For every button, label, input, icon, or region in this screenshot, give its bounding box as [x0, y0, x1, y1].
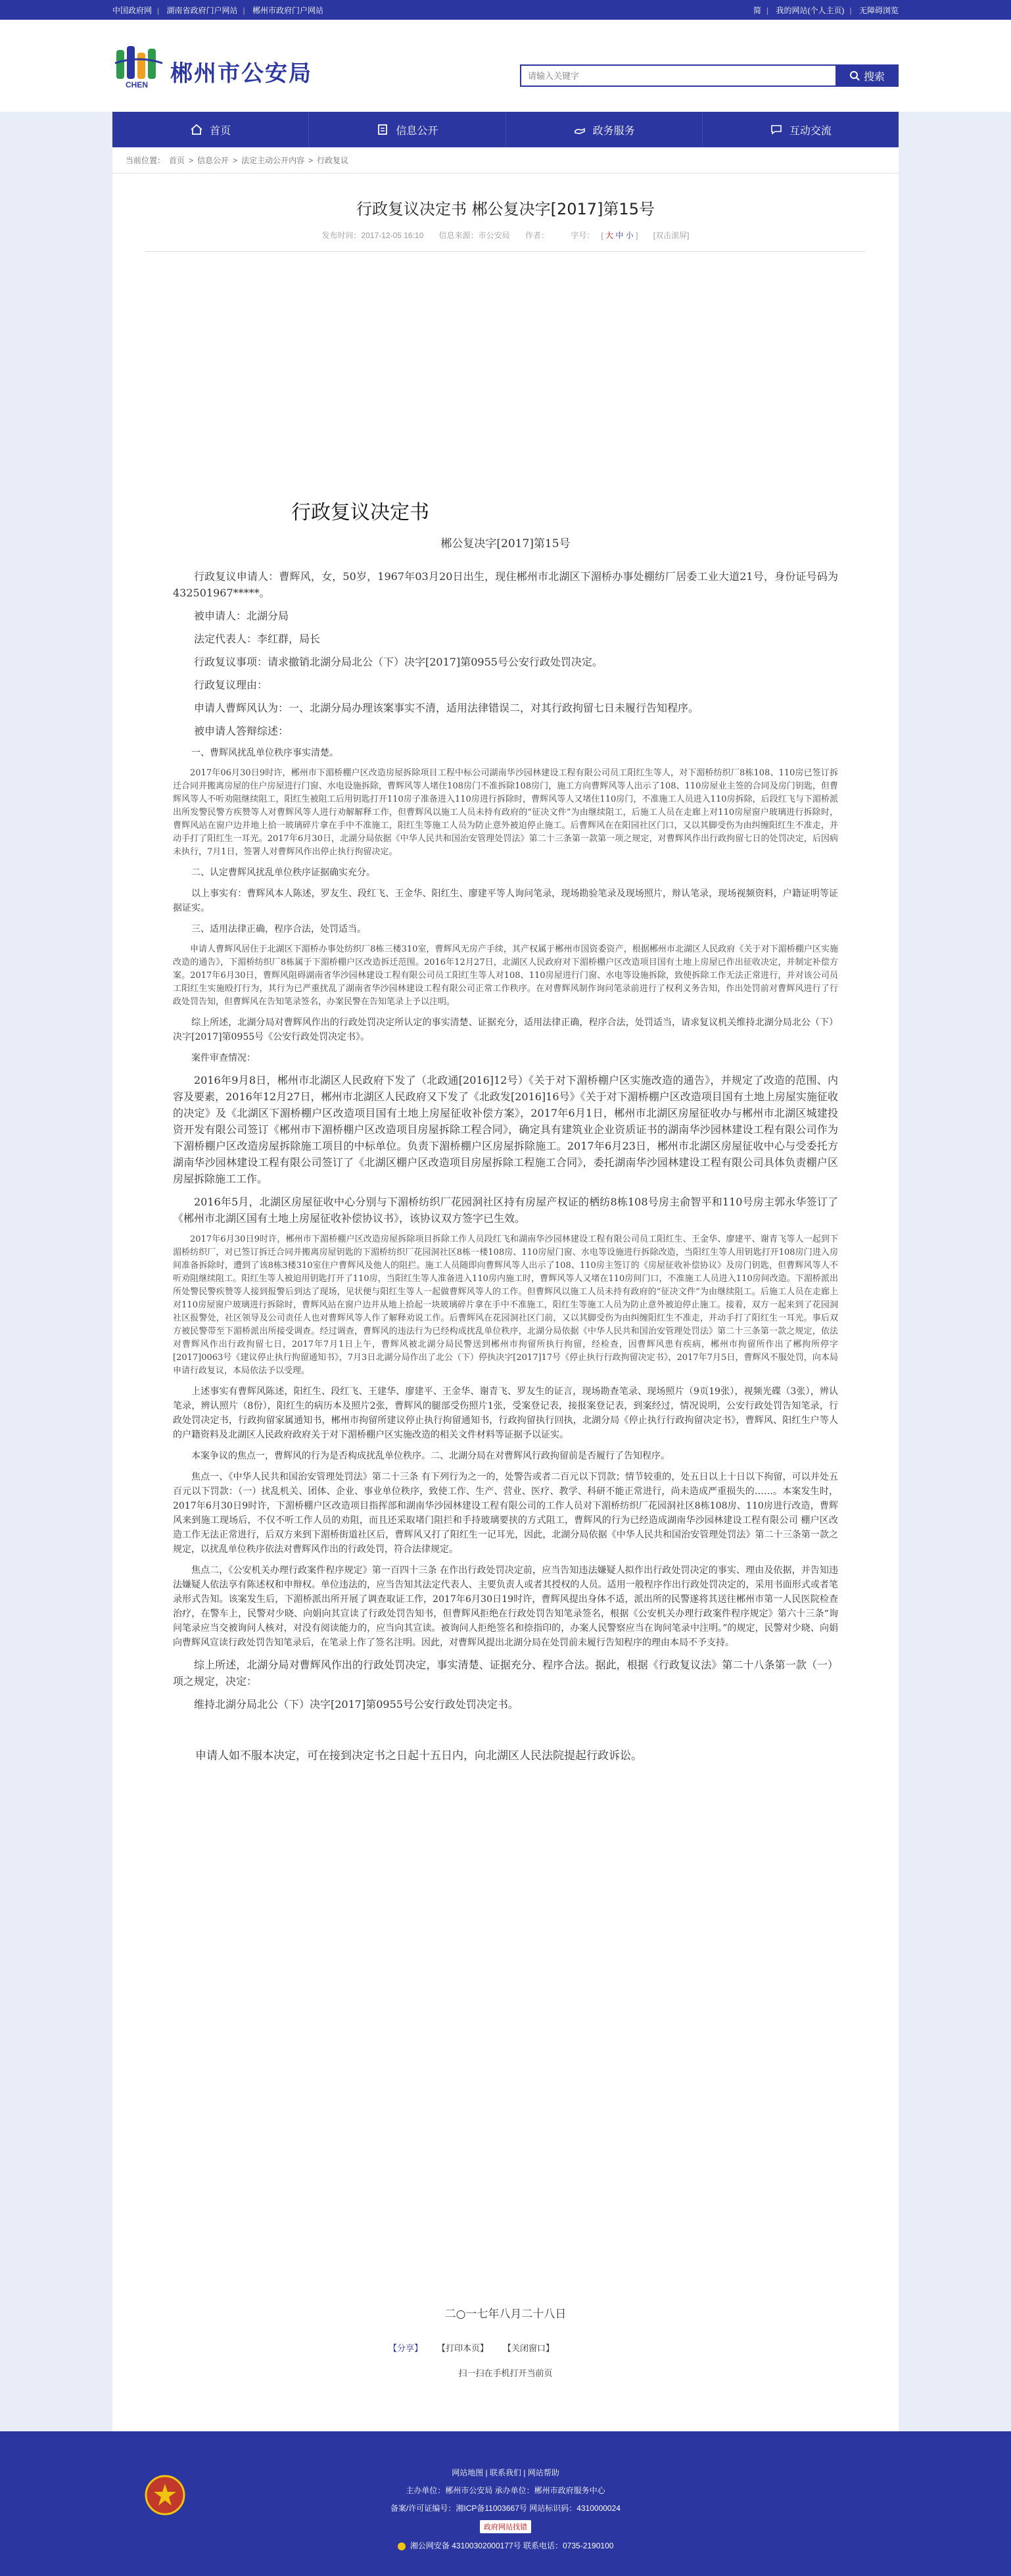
article-meta: [145, 230, 866, 252]
chenzhou-portal-link[interactable]: 郴州市政府门户网站: [252, 5, 323, 15]
search-button[interactable]: [835, 64, 899, 87]
qr-hint: 扫一扫在手机打开当前页: [458, 2368, 553, 2378]
nav-item-interact[interactable]: [703, 112, 899, 147]
breadcrumb-item-review[interactable]: 行政复议: [317, 156, 349, 165]
document-paragraph: 2017年06月30日9时许，郴州市下湄桥棚户区改造房屋拆除项目工程中标公司湖南华沙园林建设工程有限公司员工阳红生等人，对下湄桥纺织厂8栋108、110房已签订拆迁合同并搬离房屋的住户房屋进行门窗、水电设施拆除，曹辉风等人堵住108房门不准拆除108房门，施工方向曹辉风等人出示了108、110房屋业主签的合同及房门钥匙，但曹辉风等人不听劝阻继续阻工，阳红生被阻工后用钥匙打开110房子准备进入110房进行拆除时，曹辉风等人又堵住110房门，不准施工人员进入110房拆除，后段红飞与下湄桥派出所发警民警方疾赞等人对曹辉风等人进行劝解解释工作，但曹辉风以施工人员未持有政府的“征决文件”为由继续阻工，后施工人员在走廊上对110房屋窗户玻璃进行拆除时，曹辉风站在窗户边并地上拾一玻璃碎片拿在手中不准施工，阳红生等施工人员为防止意外被迫停止施工。后曹辉风在在阳园社区门口，又以其脚受伤为由纠缠阳红生不准走，并动手打了阳红生一耳光。2017年6月30日，北湖分局依据《中华人民共和国治安管理处罚法》第二十三条第一款第一项之规定，对曹辉风作出行政拘留七日的处罚决定，后因病未执行，7月1日，签署人对曹辉风作出停止执行拘留决定。: [173, 768, 838, 857]
nav-item-info[interactable]: [309, 112, 506, 147]
search-input[interactable]: [520, 64, 835, 87]
document-paragraph: 一、曹辉风扰乱单位秩序事实清楚。: [191, 748, 339, 758]
hunan-portal-link[interactable]: 湖南省政府门户网站: [166, 5, 238, 15]
top-left-links: 中国政府网 | 湖南省政府门户网站 | 郴州市政府门户网站: [112, 5, 323, 15]
scroll-toggle[interactable]: [双击滚屏]: [653, 231, 690, 240]
gov-portal-link[interactable]: 中国政府网: [112, 5, 153, 15]
site-name: 郴州市公安局: [170, 60, 312, 87]
print-button[interactable]: 【打印本页】: [437, 2343, 489, 2353]
info-source: 信息来源：市公安局: [438, 231, 510, 240]
document-paragraph: 行政复议申请人：曹辉风，女，50岁，1967年03月20日出生，现住郴州市北湖区下湄桥办事处棚纺厂居委工业大道21号，身份证号码为432501967*****。: [173, 570, 838, 599]
footer: [0, 2431, 1011, 2576]
police-badge-icon: [398, 2542, 406, 2550]
simplified-link[interactable]: 简: [753, 5, 762, 15]
document-paragraph: 法定代表人：李红群，局长: [194, 633, 321, 645]
document-paragraph: 上述事实有曹辉风陈述，阳红生、段红飞、王建华、廖建平、王金华、谢青飞、罗友生的证言，现场勘查笔录、现场照片（9页19张），视频光碟（3张），辨认笔录，辨认照片（8份），阳红生的病历本及照片2张，曹辉风的腿部受伤照片1张，受案登记表，接报案登记表，到案经过，情况说明，公安行政处罚告知笔录，行政处罚决定书，行政拘留家属通知书，郴州市拘留所建议停止执行拘留通知书，行政拘留执行回执，北湖分局《停止执行行政拘留决定书》，曹辉风、阳红生户等人的户籍资料及北湖区人民政府政府关于对下湄桥棚户区实施改造的相关文件材料等证据予以证实。: [173, 1386, 838, 1440]
article-tools: [388, 2341, 554, 2354]
font-small-button[interactable]: 小: [625, 231, 634, 240]
nav-label: 政务服务: [592, 125, 635, 137]
document-paragraph: 三、适用法律正确，程序合法，处罚适当。: [191, 924, 366, 935]
top-bar: [0, 0, 1011, 20]
document-paragraph: 被申请人：北湖分局: [194, 610, 289, 622]
search-icon: [849, 70, 860, 81]
document-paragraph: 本案争议的焦点一，曹辉风的行为是否构成扰乱单位秩序。二、北湖分局在对曹辉风行政拘留前是否履行了告知程序。: [191, 1451, 670, 1461]
footer-links[interactable]: 网站地图 | 联系我们 | 网站帮助: [452, 2468, 559, 2477]
nav-item-services[interactable]: [506, 112, 703, 147]
font-large-button[interactable]: 大: [605, 231, 614, 240]
document-paragraph: 被申请人答辩综述：: [194, 725, 289, 737]
emblem-icon: [145, 2475, 185, 2515]
my-site-link[interactable]: 我的网站(个人主页): [776, 5, 845, 15]
breadcrumb-item-home[interactable]: 首页: [169, 156, 185, 165]
home-icon: [190, 123, 203, 136]
logo-mark-icon: [112, 43, 165, 99]
document-paragraph: 焦点一、《中华人民共和国治安管理处罚法》第二十三条 有下列行为之一的，处警告或者二百元以下罚款；情节较重的，处五日以上十日以下拘留，可以并处五百元以下罚款：（一）扰乱机关、团体、企业、事业单位秩序，致使工作、生产、营业、医疗、教学、科研不能正常进行，尚未造成严重损失的……。本案发生时，2017年6月30日9时许，下湄桥棚户区改造项目指挥部和湖南华沙园林建设工程有限公司的工作人员对下湄桥纺织厂花园洞社区8栋108房、110房进行改造，曹辉风来到施工现场后，不仅不听工作人员的劝阻，而且还采取堵门阻拦和手持玻璃要挟的方式阻工，曹辉风的行为已经造成湖南华沙园林建设工程有限公司 棚户区改造工作无法正常进行，后双方来到下湄桥街道社区后，曹辉风又打了阳红生一记耳光，因此，北湖分局依据《中华人民共和国治安管理处罚法》第二十三条第一款之规定，以扰乱单位秩序依法对曹辉风作出的行政处罚，符合法律规定。: [173, 1472, 838, 1555]
document-heading: 行政复议决定书: [291, 501, 429, 524]
breadcrumb-sep: >: [189, 155, 194, 165]
document-icon: [376, 123, 389, 136]
document-paragraph: 维持北湖分局北公（下）决字[2017]第0955号公安行政处罚决定书。: [194, 1698, 519, 1711]
font-size-label: 字号：: [571, 231, 595, 240]
document-paragraph: 申请人如不服本决定，可在接到决定书之日起十五日内，向北湖区人民法院提起行政诉讼。: [195, 1749, 642, 1762]
search-bar: [520, 64, 899, 87]
document-paragraph: 以上事实有：曹辉风本人陈述，罗友生、段红飞、王金华、阳红生、廖建平等人询问笔录，现场勘验笔录及现场照片，辩认笔录，现场视频资料，户籍证明等证据证实。: [173, 888, 838, 913]
site-logo[interactable]: [112, 43, 312, 99]
document-number: 郴公复决字[2017]第15号: [440, 537, 571, 550]
document-paragraph: 2017年6月30日9时许，郴州市下湄桥棚户区改造房屋拆除项目拆除工作人员段红飞和湖南华沙园林建设工程有限公司员工阳红生、王金华、廖建平、谢青飞等人一起到下湄桥纺织厂，对已签订拆迁合同并搬离房屋钥匙的下湄桥纺织厂花园洞社区8栋一楼108房、110房屋门窗、水电等设施进行拆除改造，当阳红生等人用钥匙打开108房门进入房间准备拆除时，遭到了该8栋3楼310室住户曹辉风及他人的阻拦。施工人员随即向曹辉风等人出示了108、110房主签订的《房屋征收补偿协议》及房门钥匙，但曹辉风等人不听劝阻继续阻工。阳红生等人被迫用钥匙打开了110房，当阳红生等人准备进入110房内施工时，曹辉风等人又堵在110房间门口，不准施工人员进入110房间改造。下湄桥派出所处警民警疾赞等人接到报警后到达了现场，见状便与阳红生等人一起做曹辉风等人的工作。但曹辉风以施工人员未持有政府的“征决文件”为由继续阻工。后施工人员在走廊上对110房屋窗户玻璃进行拆除时，曹辉风站在窗户边并从地上拾起一块玻璃碎片拿在手中不准施工，阳红生等施工人员为防止意外被迫停止施工。接着，双方一起来到了花园洞社区报警处，社区领导及公司责任人也对曹辉风等人作了解释劝说工作。后曹辉风在花园洞社区门前，又以其脚受伤为由纠缠阳红生不准走，并动手打了阳红生一耳光。事后双方被民警带至下湄桥派出所接受调查。经过调查，曹辉风的违法行为已经构成扰乱单位秩序，北湖分局依据《中华人民共和国治安管理处罚法》第二十三条第一款之规定，依法对曹辉风作出行政拘留七日，2017年7月1日上午，曹辉风被北湖分局民警送到郴州市拘留所执行拘留，经检查，因曹辉风患有疾病，郴州市拘留所作出了郴拘所停字[2017]0063号《建议停止执行拘留通知书》，7月3日北湖分局作出了北公（下）停执决字[2017]17号《停止执行行政拘留决定书》，2017年7月5日，曹辉风不服处罚，向本局申请行政复议，本局依法予以受理。: [173, 1234, 839, 1376]
footer-police-record: [0, 2540, 1011, 2551]
document-paragraph: 申请人曹辉风居住于北湖区下湄桥办事处纺织厂8栋三楼310室，曹辉风无房产手续，其产权属于郴州市国资委资产，根据郴州市北湖区人民政府《关于对下湄桥棚户区实施改造的通告》，下湄桥纺织厂8栋属于下湄桥棚户区改造拆迁范围。2016年12月27日，北湖区人民政府对下湄桥棚户区改造项目国有土地上房屋已作出征收决定，并制定补偿方案。2017年6月30日，曹辉风阻碍湖南省华沙园林建设工程有限公司员工阳红生等人对108、110房屋进行门窗、水电等设施拆除，致使拆除工作无法正常进行，并对该公司员工阳红生实施殴打行为，其行为已严重扰乱了湖南省华沙园林建设工程有限公司正常工作秩序。在对曹辉风制作询问笔录前进行了权利义务告知，作出处罚前对曹辉风进行了行政处罚告知，但曹辉风在告知笔录签名，办案民警在告知笔录上予以注明。: [173, 944, 838, 1007]
document-paragraph: 综上所述，北湖分局对曹辉风作出的行政处罚决定所认定的事实清楚、证据充分，适用法律正确，程序合法，处罚适当，请求复议机关维持北湖分局北公（下）决字[2017]第0955号《公安行政处罚决定书》。: [173, 1017, 838, 1042]
document-paragraph: 案件审查情况：: [191, 1053, 256, 1063]
footer-icp: 备案/许可证编号：湘ICP备11003667号 网站标识码：4310000024: [390, 2504, 621, 2513]
logo-subtext: CHEN: [126, 80, 149, 89]
author: 作者：: [525, 231, 549, 240]
article-container: [112, 174, 899, 2497]
nav-label: 信息公开: [396, 125, 438, 137]
document-paragraph: 2016年9月8日，郴州市北湖区人民政府下发了（北政通[2016]12号）《关于对下湄桥棚户区实施改造的通告》，并规定了改造的范围、内容及要素，2016年12月27日，郴州市北湖区人民政府又下发了《北政发[2016]16号》《关于对下湄桥棚户区改造项目国有土地上房屋实施征收的决定》及《北湖区下湄桥棚户区改造项目国有土地上房屋征收补偿方案》，2017年6月1日，郴州市北湖区房屋征收办与郴州市北湖区城建投资开发有限公司签订《郴州市下湄桥棚户区改造项目房屋拆除工程合同》，确定具有建筑业企业资质证书的湖南华沙园林建设工程有限公司作为下湄桥棚户区改造房屋拆除施工项目的中标单位。负责下湄桥棚户区房屋拆除施工。2017年6月23日，郴州市北湖区房屋征收中心与受委托方湖南华沙园林建设工程有限公司签订了《北湖区棚户区改造项目房屋拆除工程施工合同》，委托湖南华沙园林建设工程有限公司具体负责棚户区房屋拆除施工工作。: [173, 1074, 838, 1185]
breadcrumb-sep: >: [233, 155, 238, 165]
hand-icon: [573, 123, 586, 136]
document-paragraph: 申请人曹辉风认为：一、北湖分局办理该案事实不清，适用法律错误二，对其行政拘留七日未履行告知程序。: [194, 702, 699, 714]
font-size-control: 字号： [ 大 中 小 ]: [571, 231, 638, 240]
breadcrumb-item-info[interactable]: 信息公开: [197, 156, 229, 165]
nav-label: 互动交流: [789, 125, 832, 137]
document-paragraph: 2016年5月，北湖区房屋征收中心分别与下湄桥纺织厂花园洞社区持有房屋产权证的栖纺8栋108号房主俞智平和110号房主郭永华签订了《郴州市北湖区国有土地上房屋征收补偿协议书》，该协议双方签字已生效。: [173, 1196, 838, 1225]
breadcrumb-sep: >: [308, 155, 314, 165]
main-nav: [112, 112, 899, 147]
font-mid-button[interactable]: 中: [615, 231, 624, 240]
header: [0, 20, 1011, 112]
nav-item-home[interactable]: [112, 112, 309, 147]
nav-label: 首页: [210, 125, 231, 137]
close-window-button[interactable]: 【关闭窗口】: [503, 2343, 555, 2353]
search-button-label: 搜索: [863, 71, 885, 83]
breadcrumb-item-statutory[interactable]: 法定主动公开内容: [241, 156, 305, 165]
page-title: 行政复议决定书 郴公复决字[2017]第15号: [356, 200, 655, 218]
document-body: [173, 568, 838, 1772]
footer-host: 主办单位：郴州市公安局 承办单位：郴州市政府服务中心: [406, 2486, 605, 2495]
breadcrumb: [112, 147, 899, 174]
document-paragraph: 二、认定曹辉风扰乱单位秩序证据确实充分。: [191, 867, 375, 878]
share-button[interactable]: [388, 2341, 423, 2354]
police-record-text: 湘公网安备 43100302000177号 联系电话：0735-2190100: [410, 2541, 614, 2550]
top-right-links: 简 | 我的网站(个人主页) | 无障碍浏览: [753, 5, 899, 15]
breadcrumb-prefix: 当前位置：: [126, 156, 166, 165]
publish-date: 发布时间：2017-12-05 16:10: [321, 231, 424, 240]
document-paragraph: 行政复议理由：: [194, 679, 268, 691]
document-paragraph: 焦点二，《公安机关办理行政案件程序规定》第一百四十三条 在作出行政处罚决定前，应当告知违法嫌疑人拟作出行政处罚决定的事实、理由及依据，并告知违法嫌疑人依法享有陈述权和申辩权。单位违法的，应当告知其法定代表人、主要负责人或者其授权的人员。适用一般程序作出行政处罚决定的，采用书面形式或者笔录形式告知。该案发生后，下湄桥派出所开展了调查取证工作，2017年6月30日19时许，曹辉风提出身体不适，派出所的民警遂将其送往郴州市第一人民医院检查治疗，在警车上，民警对少晓、向娟向其宣读了行政处罚告知书，但曹辉风拒绝在行政处罚告知笔录签名，根据《公安机关办理行政案件程序规定》第六十三条“询问笔录应当交被询问人核对，对没有阅读能力的，应当向其宣读。被询问人拒绝签名和捺指印的，办案人民警察应当在询问笔录中注明。”的规定，民警对少晓、向娟向曹辉风宣读行政处罚告知笔录后，在笔录上作了签名注明。因此，对曹辉风提出北湖分局在处罚前未履行告知程序的理由本局不予支持。: [173, 1565, 838, 1648]
accessibility-link[interactable]: 无障碍浏览: [858, 5, 899, 15]
document-date: 二○一七年八月二十八日: [444, 2308, 567, 2321]
document-paragraph: 行政复议事项：请求撤销北湖分局北公（下）决字[2017]第0955号公安行政处罚决定。: [194, 656, 603, 668]
document-paragraph: 综上所述，北湖分局对曹辉风作出的行政处罚决定，事实清楚、证据充分、程序合法。据此，根据《行政复议法》第二十八条第一款（一）项之规定，决定：: [173, 1659, 838, 1688]
report-error-badge[interactable]: 政府网站找错: [480, 2520, 531, 2533]
share-label: 【分享】: [388, 2343, 423, 2353]
chat-icon: [770, 123, 783, 136]
footer-badge-row: [0, 2520, 1011, 2533]
